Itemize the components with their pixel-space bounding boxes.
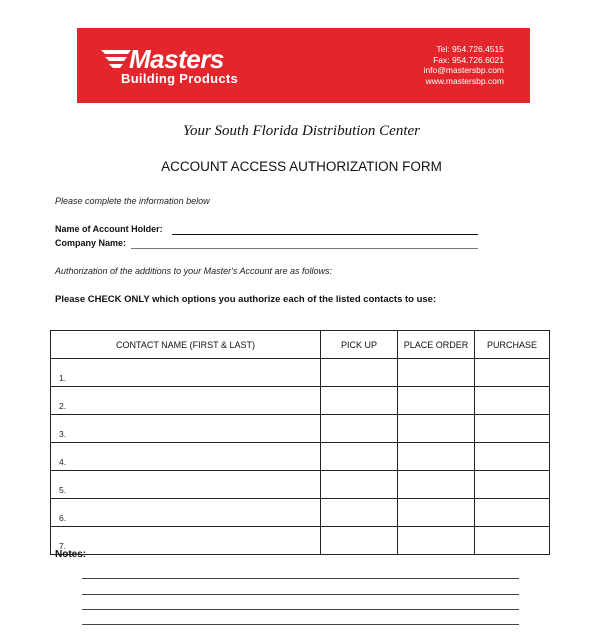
fax-number: Fax: 954.726.6021 — [433, 54, 504, 65]
phone-number: Tel: 954.726.4515 — [436, 44, 504, 54]
table-header-row — [51, 331, 550, 359]
table-row — [51, 359, 550, 387]
company-name-field[interactable] — [131, 248, 478, 249]
purchase-checkbox-cell[interactable] — [475, 415, 550, 443]
instruction-text: Please complete the information below — [55, 196, 210, 206]
purchase-checkbox-cell[interactable] — [475, 387, 550, 415]
pick-up-checkbox-cell[interactable] — [321, 499, 398, 527]
pick-up-checkbox-cell[interactable] — [321, 471, 398, 499]
contact-name-cell[interactable]: 6. — [51, 499, 321, 527]
table-row — [51, 527, 550, 555]
column-header-purchase: PURCHASE — [475, 331, 550, 359]
pick-up-checkbox-cell[interactable] — [321, 443, 398, 471]
authorization-note: Authorization of the additions to your Master's Account are as follows: — [55, 266, 333, 276]
website-link[interactable]: www.mastersbp.com — [425, 75, 504, 86]
purchase-checkbox-cell[interactable] — [475, 499, 550, 527]
contact-name-cell[interactable]: 1. — [51, 359, 321, 387]
company-logo — [101, 45, 281, 89]
contact-name-cell[interactable]: 5. — [51, 471, 321, 499]
notes-line[interactable] — [82, 578, 519, 579]
pick-up-checkbox-cell[interactable] — [321, 387, 398, 415]
place-order-checkbox-cell[interactable] — [398, 443, 475, 471]
logo-wordmark: Masters — [129, 44, 224, 74]
place-order-checkbox-cell[interactable] — [398, 415, 475, 443]
contact-name-cell[interactable]: 3. — [51, 415, 321, 443]
column-header-contact-name: CONTACT NAME (FIRST & LAST) — [51, 331, 321, 359]
place-order-checkbox-cell[interactable] — [398, 527, 475, 555]
account-holder-field[interactable] — [172, 234, 478, 235]
table-row — [51, 471, 550, 499]
notes-line[interactable] — [82, 594, 519, 595]
tagline: Your South Florida Distribution Center — [183, 123, 420, 139]
place-order-checkbox-cell[interactable] — [398, 387, 475, 415]
pick-up-checkbox-cell[interactable] — [321, 415, 398, 443]
place-order-checkbox-cell[interactable] — [398, 499, 475, 527]
contact-name-cell[interactable]: 7. — [51, 527, 321, 555]
contact-info — [424, 44, 504, 86]
place-order-checkbox-cell[interactable] — [398, 359, 475, 387]
form-title: ACCOUNT ACCESS AUTHORIZATION FORM — [161, 159, 442, 174]
pick-up-checkbox-cell[interactable] — [321, 359, 398, 387]
purchase-checkbox-cell[interactable] — [475, 359, 550, 387]
notes-line[interactable] — [82, 624, 519, 625]
account-holder-label: Name of Account Holder: — [55, 224, 163, 234]
notes-label: Notes: — [55, 549, 87, 560]
logo-subtitle: Building Products — [121, 71, 239, 86]
notes-line[interactable] — [82, 609, 519, 610]
table-row — [51, 499, 550, 527]
pick-up-checkbox-cell[interactable] — [321, 527, 398, 555]
purchase-checkbox-cell[interactable] — [475, 527, 550, 555]
column-header-pick-up: PICK UP — [321, 331, 398, 359]
email-address: info@mastersbp.com — [423, 65, 504, 75]
table-row — [51, 387, 550, 415]
company-name-label: Company Name: — [55, 238, 127, 248]
header-banner — [77, 28, 530, 103]
table-row — [51, 415, 550, 443]
place-order-checkbox-cell[interactable] — [398, 471, 475, 499]
purchase-checkbox-cell[interactable] — [475, 443, 550, 471]
column-header-place-order: PLACE ORDER — [398, 331, 475, 359]
table-row — [51, 443, 550, 471]
check-instruction: Please CHECK ONLY which options you authorize each of the listed contacts to use: — [55, 294, 437, 305]
purchase-checkbox-cell[interactable] — [475, 471, 550, 499]
contact-name-cell[interactable]: 4. — [51, 443, 321, 471]
contact-name-cell[interactable]: 2. — [51, 387, 321, 415]
contacts-table — [50, 330, 550, 555]
